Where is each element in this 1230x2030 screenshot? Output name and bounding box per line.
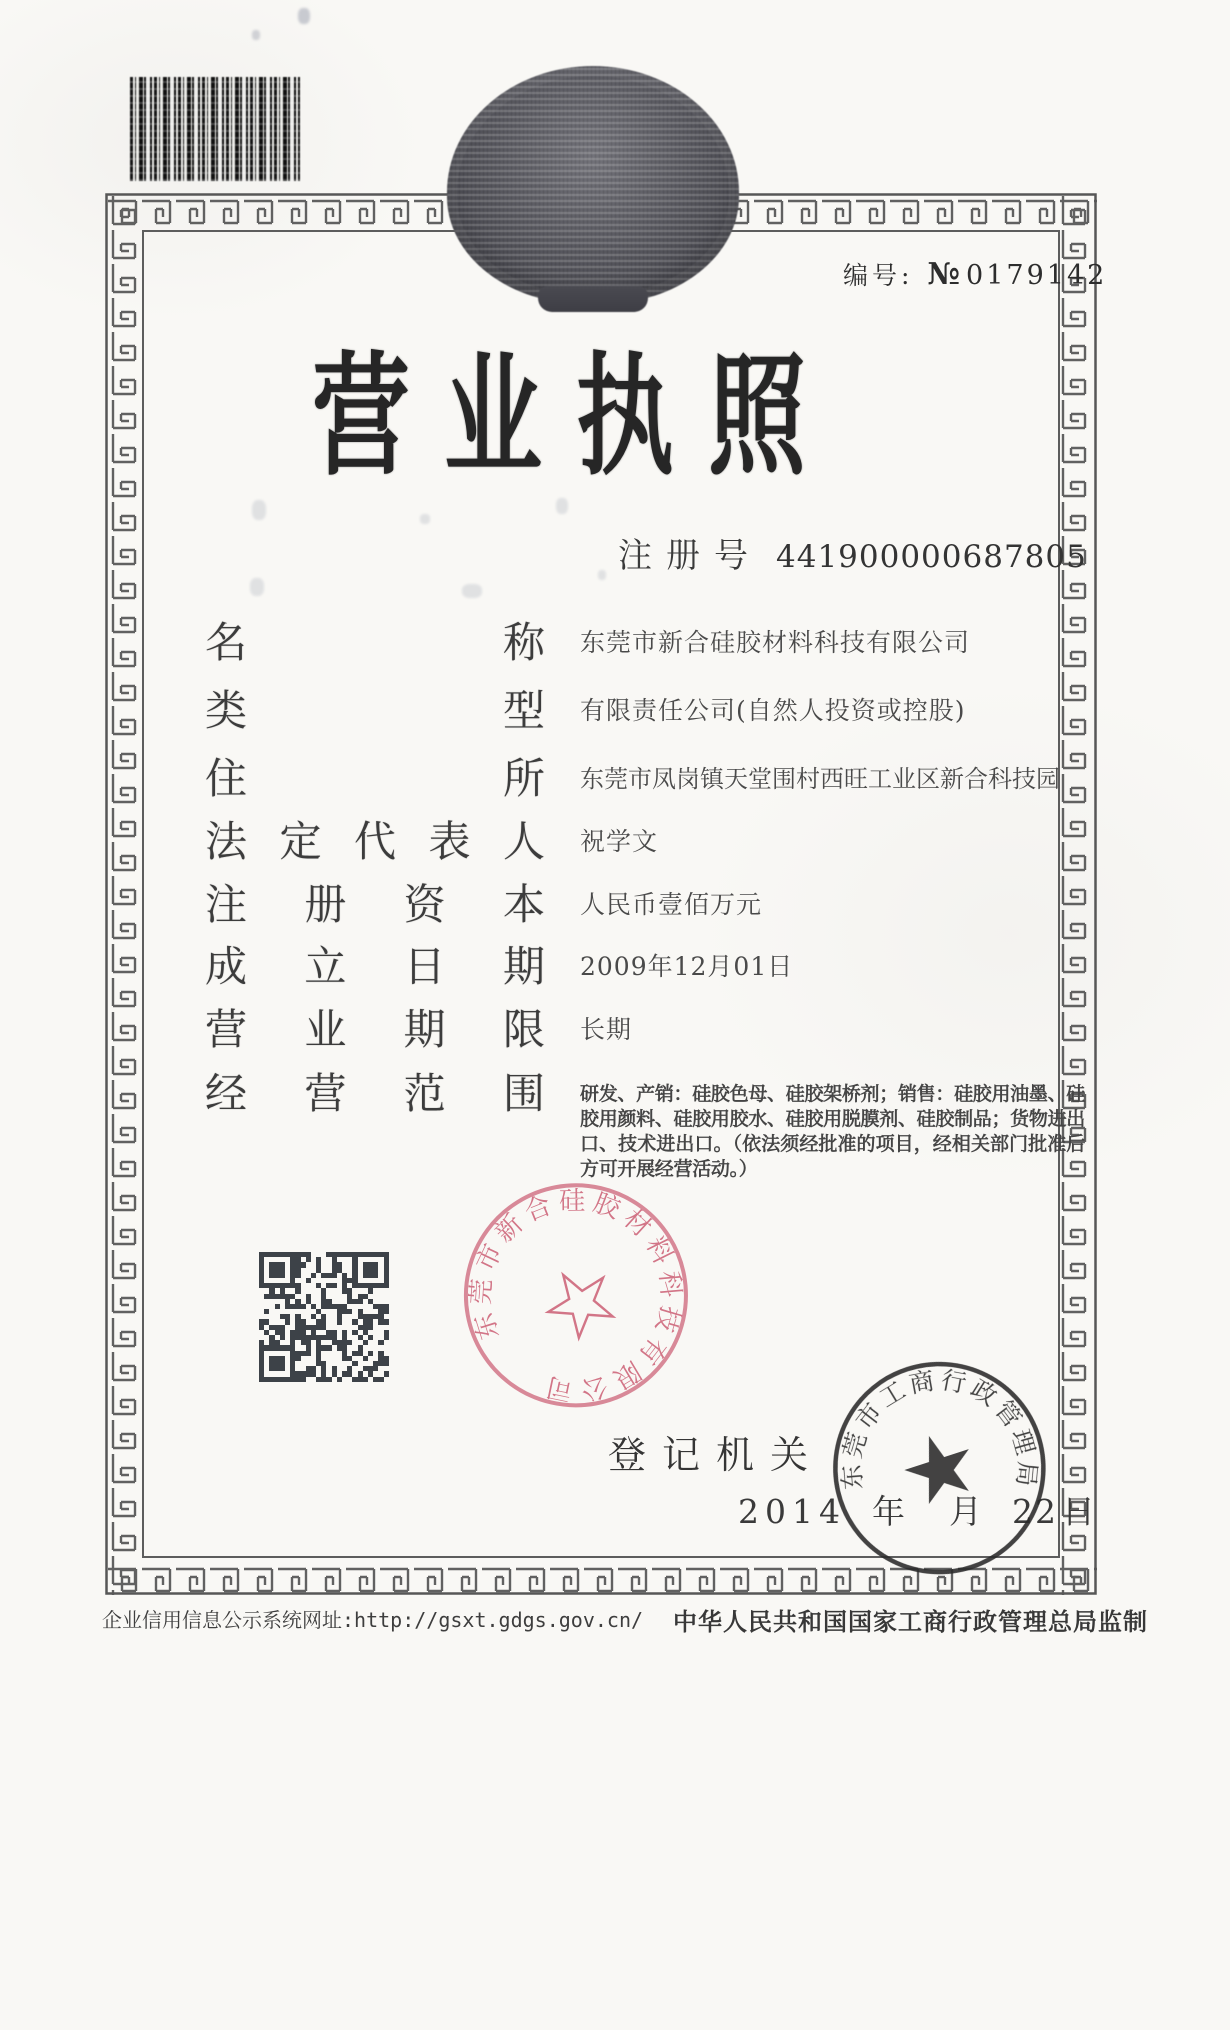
scan-smudge [420, 514, 430, 524]
field-value: 长期 [580, 1015, 633, 1044]
issue-year: 2014 [738, 1492, 846, 1531]
serial-value: 0179142 [966, 260, 1108, 291]
company-seal-text: 东莞市新合硅胶材料科技有限公司 [466, 1186, 686, 1406]
registrar-label: 登记机关 [608, 1433, 825, 1477]
serial-label: 编号: [843, 261, 914, 290]
field-value: 人民币壹佰万元 [580, 890, 763, 919]
field-value: 东莞市凤岗镇天堂围村西旺工业区新合科技园 [580, 765, 1060, 793]
registration-number-line [618, 528, 1087, 577]
field-label: 注 册 资 本 [205, 880, 545, 929]
license-title: 营 业 执 照 [312, 343, 806, 490]
field-value: 2009年12月01日 [580, 952, 794, 981]
scan-smudge [556, 498, 568, 514]
field-value: 有限责任公司(自然人投资或控股) [580, 696, 966, 725]
field-value: 祝学文 [580, 827, 659, 856]
field-value: 东莞市新合硅胶材料科技有限公司 [580, 628, 971, 657]
field-row-establish-date [205, 939, 1090, 995]
field-label: 类 型 [205, 686, 545, 735]
scan-smudge [598, 570, 606, 580]
field-row-name [205, 615, 1090, 671]
field-row-type [205, 683, 1090, 739]
field-label: 住 所 [205, 754, 545, 803]
month-unit: 月 [948, 1492, 982, 1531]
field-row-registered-capital [205, 877, 1090, 933]
scan-smudge [252, 500, 266, 520]
field-label: 法 定 代 表 人 [205, 817, 545, 866]
day-unit: 日 [1061, 1492, 1095, 1531]
registration-value: 441900000687805 [776, 539, 1087, 575]
field-row-legal-representative [205, 814, 1090, 870]
prc-national-emblem-icon [447, 66, 739, 304]
field-value: 研发、产销：硅胶色母、硅胶架桥剂；销售：硅胶用油墨、硅胶用颜料、硅胶用胶水、硅胶用脱膜剂、硅胶制品；货物进出口、技术进出口。（依法须经批准的项目，经相关部门批准后方可开展经营活动。） [580, 1083, 1085, 1180]
scan-smudge [252, 30, 260, 40]
scan-smudge [462, 584, 482, 598]
barcode-icon [130, 77, 300, 181]
issuing-authority-imprint: 中华人民共和国国家工商行政管理总局监制 [673, 1607, 1148, 1636]
field-label: 经 营 范 围 [205, 1069, 545, 1118]
field-row-address [205, 751, 1090, 807]
year-unit: 年 [871, 1492, 905, 1531]
field-label: 成 立 日 期 [205, 942, 545, 991]
star-solid-icon [897, 1426, 981, 1508]
scan-smudge [250, 578, 264, 596]
registrar-seal-text: 东莞市工商行政管理局 [836, 1365, 1043, 1492]
field-label: 营 业 期 限 [205, 1005, 545, 1054]
numero-symbol: № [927, 257, 961, 292]
qr-code-icon [257, 1250, 391, 1384]
scan-smudge [298, 8, 310, 24]
field-label: 名 称 [205, 618, 545, 667]
field-row-business-term [205, 1002, 1090, 1058]
registration-label: 注册号 [618, 536, 762, 576]
issue-day: 22 [1011, 1492, 1058, 1531]
field-row-business-scope [205, 1066, 1090, 1186]
public-info-url: 企业信用信息公示系统网址:http://gsxt.gdgs.gov.cn/ [102, 1608, 644, 1632]
star-outline-icon [536, 1258, 623, 1344]
serial-number-line [843, 256, 1107, 292]
